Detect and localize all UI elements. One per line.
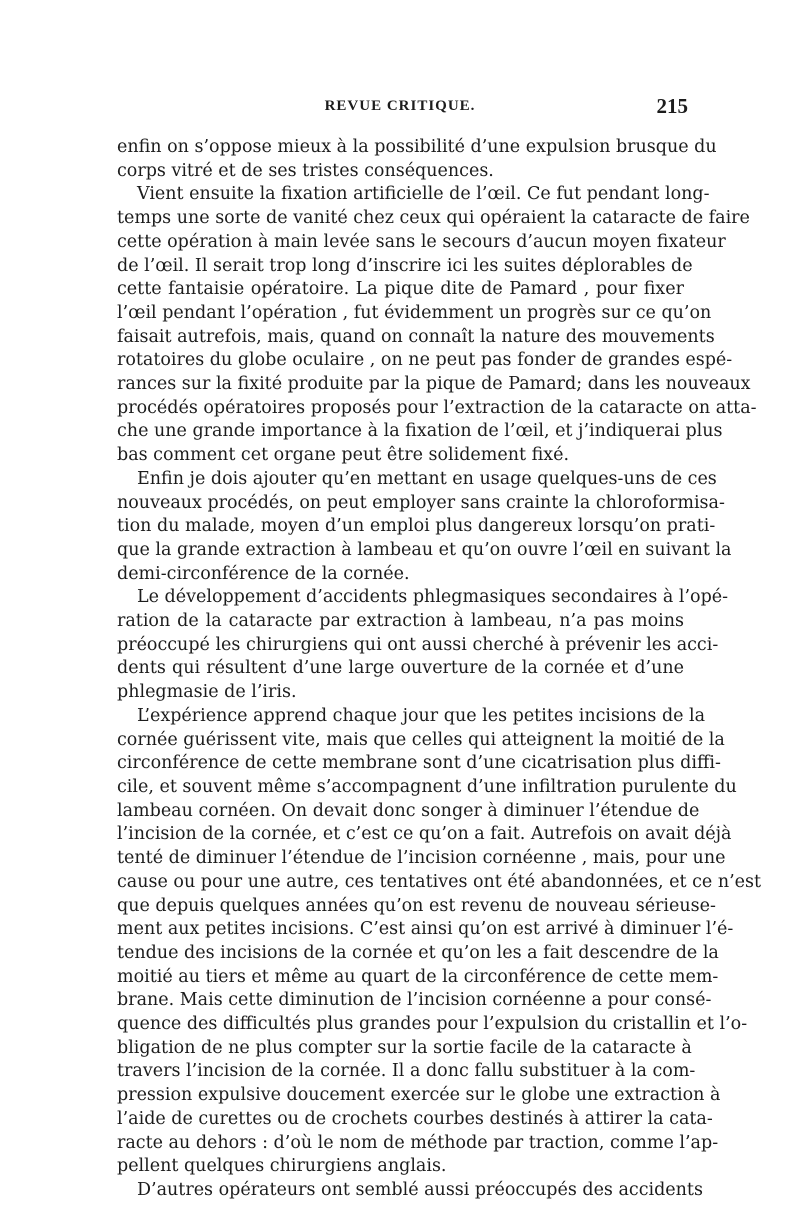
text-line: ment aux petites incisions. C’est ainsi qu’on est arrivé à diminuer l’é- [117,919,734,940]
text-line: D’autres opérateurs ont semblé aussi préoccupés des accidents [137,1179,703,1200]
text-line: rotatoires du globe oculaire , on ne peut pas fonder de grandes espé- [117,350,733,371]
running-title: REVUE CRITIQUE. [324,98,476,114]
text-line: cornée guérissent vite, mais que celles qui atteignent la moitié de la [117,729,725,750]
text-line: Enfin je dois ajouter qu’en mettant en usage quelques-uns de ces [137,468,717,489]
text-line: moitié au tiers et même au quart de la circonférence de cette mem- [117,966,719,987]
text-line: faisait autrefois, mais, quand on connaît la nature des mouvements [117,326,715,347]
text-line: lambeau cornéen. On devait donc songer à diminuer l’étendue de [117,800,700,821]
text-line: tenté de diminuer l’étendue de l’incision cornéenne , mais, pour une [117,848,726,869]
text-line: cette opération à main levée sans le secours d’aucun moyen fixateur [117,231,726,252]
text-line: Vient ensuite la fixation artificielle de l’œil. Ce fut pendant long- [137,184,710,205]
text-line: demi-circonférence de la cornée. [117,563,410,584]
text-line: L’expérience apprend chaque jour que les petites incisions de la [137,705,706,726]
page-number: 215 [656,94,688,118]
text-line: ration de la cataracte par extraction à lambeau, n’a pas moins [117,611,684,632]
text-line: corps vitré et de ses tristes conséquences. [117,160,494,181]
text-line: cile, et souvent même s’accompagnent d’une infiltration purulente du [117,776,737,797]
text-line: bligation de ne plus compter sur la sortie facile de la cataracte à [117,1037,692,1058]
text-line: que depuis quelques années qu’on est revenu de nouveau sérieuse- [117,895,716,916]
text-line: rances sur la fixité produite par la pique de Pamard; dans les nouveaux [117,374,751,395]
text-line: cause ou pour une autre, ces tentatives ont été abandonnées, et ce n’est [117,871,762,892]
text-line: Le développement d’accidents phlegmasiques secondaires à l’opé- [137,587,729,608]
text-line: enfin on s’oppose mieux à la possibilité d’une expulsion brusque du [117,137,717,157]
text-line: préoccupé les chirurgiens qui ont aussi cherché à prévenir les acci- [117,634,719,655]
text-line: l’œil pendant l’opération , fut évidemment un progrès sur ce qu’on [117,302,712,323]
text-line: dents qui résultent d’une large ouverture de la cornée et d’une [117,658,684,679]
text-line: nouveaux procédés, on peut employer sans crainte la chloroformisa- [117,492,725,513]
text-line: phlegmasie de l’iris. [117,682,297,703]
text-line: che une grande importance à la fixation de l’œil, et j’indiquerai plus [117,421,723,442]
text-line: tendue des incisions de la cornée et qu’on les a fait descendre de la [117,942,719,963]
body-text [117,136,762,1203]
text-line: travers l’incision de la cornée. Il a donc fallu substituer à la com- [117,1061,696,1082]
text-line: quence des difficultés plus grandes pour l’expulsion du cristallin et l’o- [117,1014,748,1035]
text-line: pression expulsive doucement exercée sur le globe une extraction à [117,1085,721,1106]
text-line: temps une sorte de vanité chez ceux qui opéraient la cataracte de faire [117,208,750,229]
text-line: racte au dehors : d’où le nom de méthode par traction, comme l’ap- [117,1132,719,1153]
text-line: tion du malade, moyen d’un emploi plus dangereux lorsqu’on prati- [117,516,716,537]
text-line: que la grande extraction à lambeau et qu’on ouvre l’œil en suivant la [117,539,732,560]
text-line: circonférence de cette membrane sont d’une cicatrisation plus diffi- [117,753,721,774]
text-line: l’aide de curettes ou de crochets courbes destinés à attirer la cata- [117,1108,713,1129]
text-line: brane. Mais cette diminution de l’incision cornéenne a pour consé- [117,990,712,1011]
text-line: l’incision de la cornée, et c’est ce qu’on a fait. Autrefois on avait déjà [117,824,732,845]
text-line: de l’œil. Il serait trop long d’inscrire ici les suites déplorables de [117,255,693,276]
text-line: pellent quelques chirurgiens anglais. [117,1156,447,1177]
text-line: cette fantaisie opératoire. La pique dite de Pamard , pour fixer [117,279,684,300]
text-line: bas comment cet organe peut être solidement fixé. [117,445,570,466]
text-line: procédés opératoires proposés pour l’extraction de la cataracte on atta- [117,397,757,418]
